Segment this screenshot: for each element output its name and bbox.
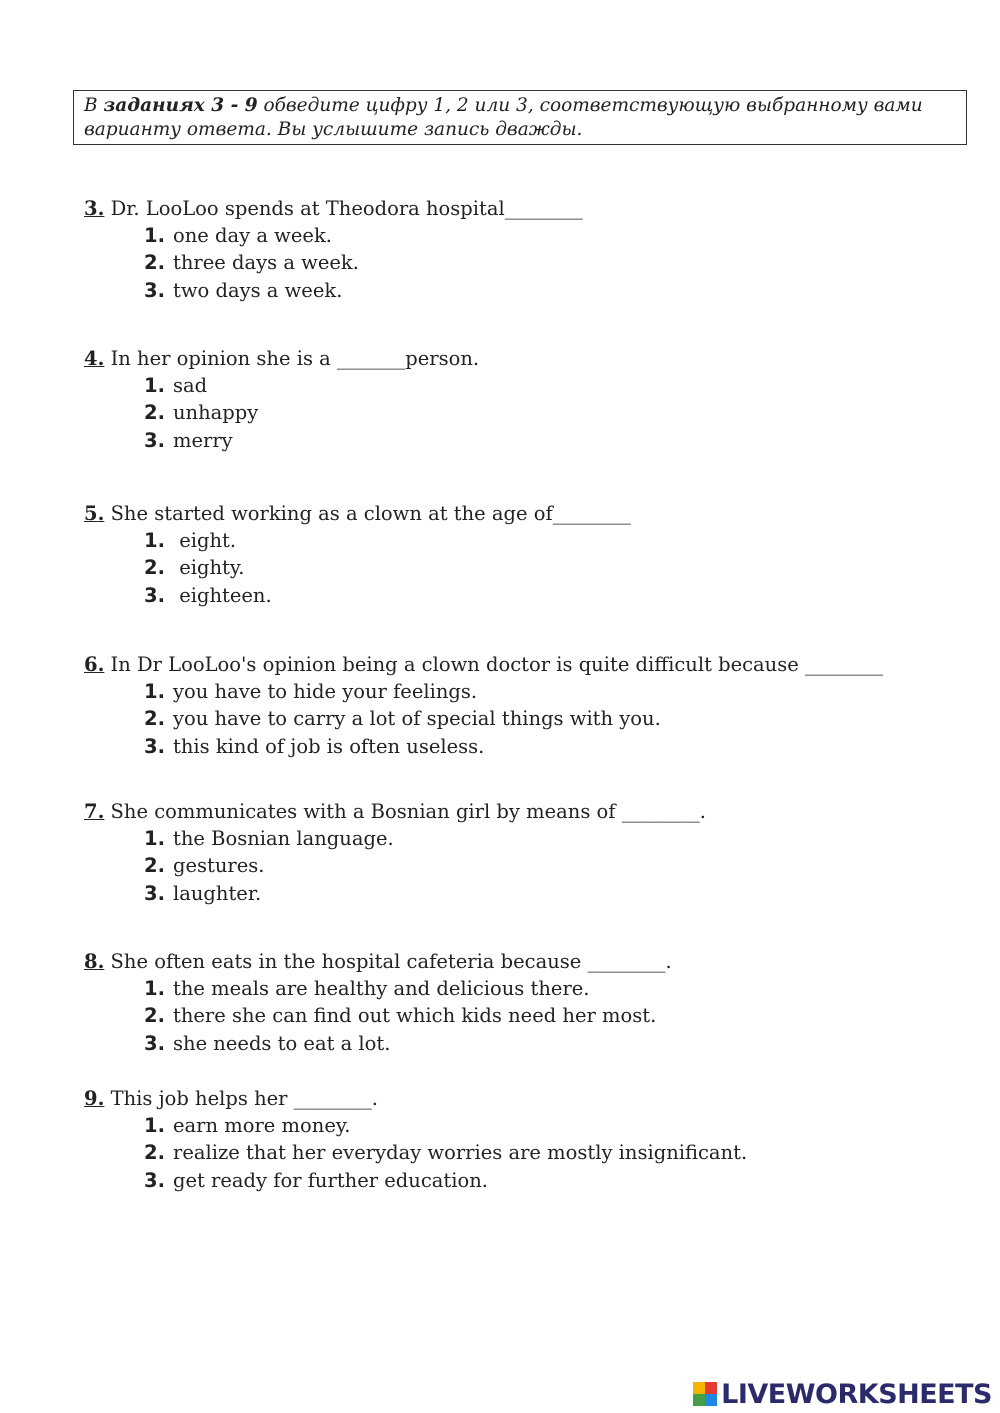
answer-option[interactable] (84, 427, 964, 454)
answer-option[interactable] (84, 880, 964, 907)
option-text: realize that her everyday worries are mostly insignificant. (173, 1141, 748, 1165)
option-number[interactable]: 1. (144, 1114, 165, 1137)
question-9 (84, 1085, 964, 1194)
option-text: eighty. (173, 556, 245, 580)
option-text: three days a week. (173, 251, 359, 275)
question-stem (84, 651, 964, 678)
answer-option[interactable] (84, 825, 964, 852)
option-text: the Bosnian language. (173, 827, 394, 850)
question-number: 8. (84, 950, 105, 973)
answer-options (84, 527, 964, 609)
question-number: 3. (84, 197, 105, 220)
logo-mark-icon (693, 1382, 717, 1406)
question-number: 9. (84, 1087, 105, 1110)
option-text: sad (173, 374, 208, 397)
option-number[interactable]: 1. (144, 529, 165, 552)
answer-option[interactable] (84, 372, 964, 399)
question-number: 5. (84, 502, 105, 525)
instruction-bold: заданиях 3 - 9 (103, 95, 258, 116)
option-text: gestures. (173, 854, 265, 878)
option-number[interactable]: 3. (144, 278, 165, 302)
option-text: earn more money. (173, 1114, 351, 1137)
answer-option[interactable] (84, 399, 964, 426)
answer-option[interactable] (84, 554, 964, 581)
option-text: this kind of job is often useless. (173, 734, 485, 758)
answer-option[interactable] (84, 222, 964, 249)
question-text: She started working as a clown at the age of________ (104, 502, 631, 525)
logo-square-red (705, 1382, 717, 1394)
option-text: you have to hide your feelings. (173, 680, 478, 703)
answer-options (84, 975, 964, 1057)
instruction-text: обведите цифру 1, 2 или 3, соответствующую выбранному вами варианту ответа. Вы услышите запись дважды. (84, 95, 923, 140)
option-number[interactable]: 1. (144, 224, 165, 247)
answer-option[interactable] (84, 733, 964, 760)
option-number[interactable]: 3. (144, 428, 165, 452)
answer-options (84, 222, 964, 304)
question-stem (84, 195, 964, 222)
answer-option[interactable] (84, 705, 964, 732)
answer-option[interactable] (84, 277, 964, 304)
question-stem (84, 500, 964, 527)
option-text: unhappy (173, 401, 259, 425)
question-text: She often eats in the hospital cafeteria because ________. (104, 950, 672, 973)
answer-options (84, 1112, 964, 1194)
option-number[interactable]: 2. (144, 1004, 165, 1028)
option-number[interactable]: 1. (144, 977, 165, 1000)
answer-option[interactable] (84, 1139, 964, 1166)
option-text: the meals are healthy and delicious there. (173, 977, 590, 1000)
option-number[interactable]: 2. (144, 707, 165, 731)
instruction-prefix: В (84, 95, 104, 116)
question-7 (84, 798, 964, 907)
option-text: laughter. (173, 881, 262, 905)
option-number[interactable]: 3. (144, 583, 165, 607)
option-text: two days a week. (173, 278, 343, 302)
question-stem (84, 948, 964, 975)
option-text: one day a week. (173, 224, 332, 247)
question-stem (84, 1085, 964, 1112)
answer-option[interactable] (84, 852, 964, 879)
question-5 (84, 500, 964, 609)
answer-option[interactable] (84, 1167, 964, 1194)
option-number[interactable]: 2. (144, 854, 165, 878)
option-text: merry (173, 428, 233, 452)
answer-options (84, 825, 964, 907)
option-number[interactable]: 1. (144, 827, 165, 850)
option-text: you have to carry a lot of special things with you. (173, 707, 661, 731)
logo-square-green (693, 1394, 705, 1406)
option-text: she needs to eat a lot. (173, 1031, 391, 1055)
question-text: Dr. LooLoo spends at Theodora hospital________ (104, 197, 583, 220)
question-stem (84, 798, 964, 825)
question-3 (84, 195, 964, 304)
answer-options (84, 372, 964, 454)
option-text: eight. (173, 529, 237, 552)
logo-square-yellow (693, 1382, 705, 1394)
question-number: 6. (84, 653, 105, 676)
question-6 (84, 651, 964, 760)
instruction-box (73, 90, 967, 145)
question-number: 7. (84, 800, 105, 823)
option-number[interactable]: 2. (144, 1141, 165, 1165)
answer-option[interactable] (84, 1002, 964, 1029)
question-text: She communicates with a Bosnian girl by means of ________. (104, 800, 706, 823)
option-number[interactable]: 3. (144, 1031, 165, 1055)
question-stem (84, 345, 964, 372)
logo-text: LIVEWORKSHEETS (721, 1378, 992, 1410)
answer-option[interactable] (84, 975, 964, 1002)
option-number[interactable]: 1. (144, 374, 165, 397)
option-text: there she can find out which kids need her most. (173, 1004, 657, 1028)
answer-option[interactable] (84, 582, 964, 609)
option-text: get ready for further education. (173, 1168, 488, 1192)
option-number[interactable]: 1. (144, 680, 165, 703)
liveworksheets-logo[interactable] (693, 1376, 992, 1412)
question-4 (84, 345, 964, 454)
option-number[interactable]: 3. (144, 881, 165, 905)
question-text: This job helps her ________. (104, 1087, 378, 1110)
logo-square-blue (705, 1394, 717, 1406)
option-text: eighteen. (173, 583, 272, 607)
question-number: 4. (84, 347, 105, 370)
option-number[interactable]: 3. (144, 1168, 165, 1192)
answer-option[interactable] (84, 1030, 964, 1057)
answer-options (84, 678, 964, 760)
question-text: In Dr LooLoo's opinion being a clown doctor is quite difficult because ________ (104, 653, 883, 676)
option-number[interactable]: 2. (144, 401, 165, 425)
question-text: In her opinion she is a _______person. (104, 347, 480, 370)
question-8 (84, 948, 964, 1057)
answer-option[interactable] (84, 249, 964, 276)
answer-option[interactable] (84, 678, 964, 705)
answer-option[interactable] (84, 1112, 964, 1139)
option-number[interactable]: 2. (144, 251, 165, 275)
option-number[interactable]: 2. (144, 556, 165, 580)
option-number[interactable]: 3. (144, 734, 165, 758)
answer-option[interactable] (84, 527, 964, 554)
